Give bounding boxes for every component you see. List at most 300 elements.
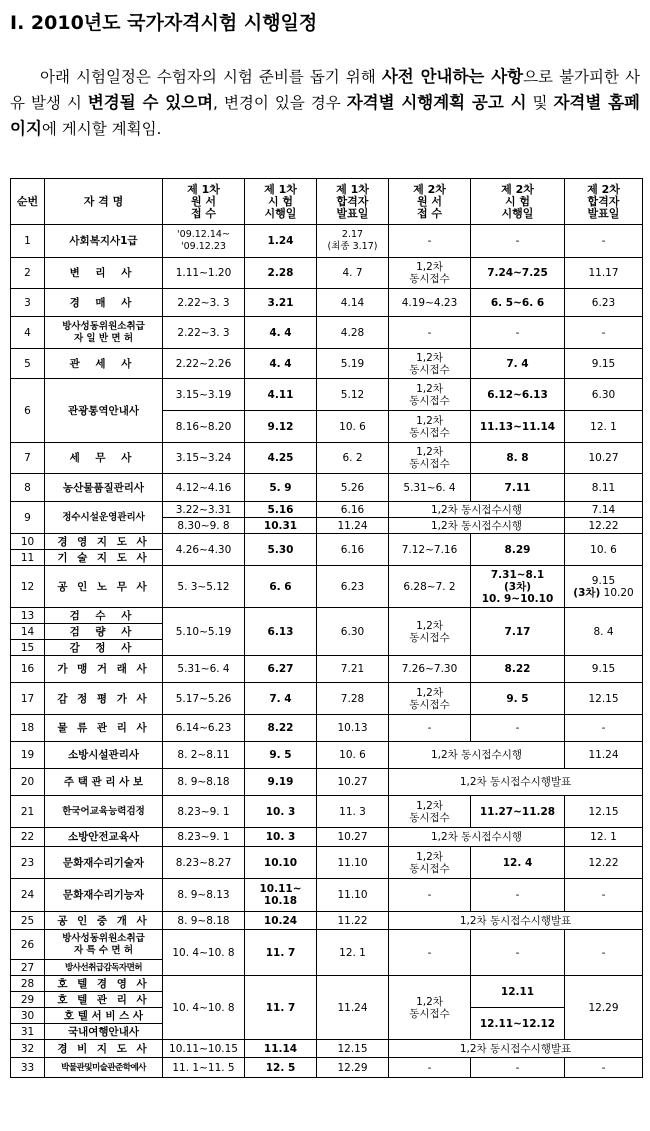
table-cell: 10. 6 (317, 742, 389, 769)
table-cell: 5.17~5.26 (163, 683, 245, 715)
table-row (11, 1058, 643, 1078)
table-cell: 11.24 (565, 742, 643, 769)
table-cell: 8. 9~8.13 (163, 879, 245, 912)
table-cell: - (389, 879, 471, 912)
table-cell: 6.16 (317, 502, 389, 518)
table-cell: 8.22 (471, 656, 565, 683)
table-cell: 10. 4~10. 8 (163, 976, 245, 1040)
table-cell: 7.31~8.1 (490, 568, 545, 581)
table-cell: 동시접수 (409, 698, 450, 711)
table-cell: 8.29 (471, 534, 565, 566)
table-cell: 7. 4 (245, 683, 317, 715)
table-cell: 동시접수 (409, 811, 450, 824)
table-cell: 동시접수 (409, 273, 450, 285)
table-cell: 1,2차 동시접수시행 (389, 828, 565, 847)
table-cell: - (389, 1058, 471, 1078)
table-cell: 9. 5 (471, 683, 565, 715)
table-cell: 제 1차 (187, 182, 220, 196)
table-cell: 1,2차 (416, 382, 443, 395)
table-cell: 14 (11, 624, 45, 640)
table-cell: 10. 3 (245, 828, 317, 847)
table-cell: 2.28 (245, 258, 317, 289)
intro-bold-4: 자격별 홈페이지 (10, 93, 640, 138)
table-cell: 12.29 (565, 976, 643, 1040)
header-1st-apply (163, 179, 245, 225)
table-cell: 6 (11, 379, 45, 443)
table-cell: 21 (11, 796, 45, 828)
table-cell: 8.23~9. 1 (163, 828, 245, 847)
table-cell: 주 택 관 리 사 보 (45, 769, 163, 796)
table-cell: 박물관및미술관준학예사 (45, 1058, 163, 1078)
table-cell: 기 술 지 도 사 (45, 550, 163, 566)
table-cell: 감 정 평 가 사 (45, 683, 163, 715)
table-cell: 12.11 (471, 976, 565, 1008)
table-row (11, 930, 643, 960)
table-cell: 20 (11, 769, 45, 796)
table-cell: 1,2차 동시접수시행발표 (389, 769, 643, 796)
table-cell: 12.15 (317, 1040, 389, 1058)
table-cell: 원 서 (416, 194, 443, 208)
table-row (11, 502, 643, 518)
table-cell: - (389, 715, 471, 742)
table-cell: 제 2차 (413, 182, 446, 196)
table-cell: 9.15 (565, 349, 643, 379)
table-cell (389, 349, 471, 379)
table-cell: 발표일 (336, 206, 369, 220)
table-cell: (최종 3.17) (327, 241, 378, 252)
table-cell (389, 258, 471, 289)
table-cell (389, 976, 471, 1040)
table-cell: 10.31 (245, 518, 317, 534)
table-cell: 26 (11, 930, 45, 960)
table-cell: 9.19 (245, 769, 317, 796)
table-cell: 1,2차 동시접수시행 (389, 518, 565, 534)
intro-text-2: 으로 불가피한 사유 발생 시 (10, 68, 640, 112)
table-cell: 3.21 (245, 289, 317, 317)
table-cell: 10.11~ (259, 883, 302, 895)
table-row (11, 258, 643, 289)
intro-paragraph (10, 64, 640, 142)
table-cell: 8.23~8.27 (163, 847, 245, 879)
table-cell: '09.12.14~ (177, 229, 230, 240)
table-cell: 변 리 사 (45, 258, 163, 289)
table-cell (45, 930, 163, 960)
table-cell: 11. 7 (245, 976, 317, 1040)
table-cell: 6. 6 (245, 566, 317, 608)
intro-text-5: 에 게시할 계획임. (41, 120, 162, 138)
table-cell: 19 (11, 742, 45, 769)
table-cell: 검 수 사 (45, 608, 163, 624)
header-1st-exam (245, 179, 317, 225)
table-cell: 6. 2 (317, 443, 389, 474)
table-cell: 감 정 사 (45, 640, 163, 656)
table-cell: 5.10~5.19 (163, 608, 245, 656)
table-cell: 3.22~3.31 (163, 502, 245, 518)
table-cell: 5.19 (317, 349, 389, 379)
table-cell: 2.22~2.26 (163, 349, 245, 379)
table-cell: 5. 3~5.12 (163, 566, 245, 608)
table-cell: 소방안전교육사 (45, 828, 163, 847)
table-cell: 4 (11, 317, 45, 349)
intro-text-1: 아래 시험일정은 수험자의 시험 준비를 돕기 위해 (40, 68, 376, 86)
table-cell: - (565, 930, 643, 976)
table-cell: 시행일 (501, 206, 534, 220)
table-cell: 32 (11, 1040, 45, 1058)
table-cell: 9.15 (591, 574, 616, 587)
table-cell: - (565, 879, 643, 912)
table-cell (389, 379, 471, 411)
table-cell: 11.10 (317, 847, 389, 879)
table-cell: 호 텔 서 비 스 사 (45, 1008, 163, 1024)
table-row (11, 656, 643, 683)
table-cell: 31 (11, 1024, 45, 1040)
table-cell: 11. 3 (317, 796, 389, 828)
table-row (11, 742, 643, 769)
table-cell: 10.11~10.15 (163, 1040, 245, 1058)
intro-bold-1: 사전 안내하는 사항 (381, 67, 524, 86)
table-cell: 동시접수 (409, 631, 450, 644)
table-cell: 7.26~7.30 (389, 656, 471, 683)
table-cell: 4. 4 (245, 349, 317, 379)
table-cell: 3.15~3.19 (163, 379, 245, 411)
table-cell: 제 2차 (501, 182, 534, 196)
table-cell: 3 (11, 289, 45, 317)
table-cell: 8. 4 (565, 608, 643, 656)
table-cell: 7.24~7.25 (471, 258, 565, 289)
table-cell: - (471, 317, 565, 349)
table-cell: 검 량 사 (45, 624, 163, 640)
table-cell: 4. 4 (245, 317, 317, 349)
table-cell: 10.24 (245, 912, 317, 930)
header-2nd-result (565, 179, 643, 225)
table-cell: 1,2차 동시접수시행발표 (389, 912, 643, 930)
table-cell: 정수시설운영관리사 (45, 502, 163, 534)
table-cell: 12. 1 (317, 930, 389, 976)
table-cell: 10.13 (317, 715, 389, 742)
table-cell: 방사성동위원소취급 (62, 932, 145, 944)
table-cell: 9 (11, 502, 45, 534)
table-cell: 7.28 (317, 683, 389, 715)
table-cell: 물 류 관 리 사 (45, 715, 163, 742)
table-cell: 30 (11, 1008, 45, 1024)
table-cell: 11. 7 (245, 930, 317, 976)
table-cell (389, 683, 471, 715)
table-cell: 동시접수 (409, 1007, 450, 1020)
table-row (11, 608, 643, 624)
table-cell: 27 (11, 960, 45, 976)
table-cell: - (565, 317, 643, 349)
table-cell: 12. 1 (565, 828, 643, 847)
exam-schedule-table (10, 178, 643, 1078)
table-row (11, 847, 643, 879)
table-cell: 1,2차 (416, 686, 443, 699)
table-cell: 8.11 (565, 474, 643, 502)
table-cell: 22 (11, 828, 45, 847)
table-cell: 6. 5~6. 6 (471, 289, 565, 317)
table-cell: - (389, 317, 471, 349)
table-cell (389, 443, 471, 474)
table-cell: 동시접수 (409, 426, 450, 439)
table-row (11, 474, 643, 502)
table-cell: 5.26 (317, 474, 389, 502)
table-cell: 7 (11, 443, 45, 474)
table-cell: 호 텔 경 영 사 (45, 976, 163, 992)
table-row (11, 317, 643, 349)
table-cell: 5.16 (245, 502, 317, 518)
table-cell: 국내여행안내사 (45, 1024, 163, 1040)
table-cell: (3차) (573, 586, 601, 599)
intro-bold-2: 변경될 수 있으며 (87, 93, 214, 112)
table-cell: - (471, 879, 565, 912)
page-title: Ⅰ. 2010년도 국가자격시험 시행일정 (10, 12, 318, 34)
table-cell: 문화재수리기능자 (45, 879, 163, 912)
table-cell: - (471, 225, 565, 258)
table-cell: 6.30 (317, 608, 389, 656)
table-cell: 1,2차 동시접수시행 (389, 742, 565, 769)
table-cell: 경 영 지 도 사 (45, 534, 163, 550)
table-cell (45, 317, 163, 349)
table-cell: 1,2차 (416, 799, 443, 812)
table-cell: 가 맹 거 래 사 (45, 656, 163, 683)
table-row (11, 879, 643, 912)
table-row (11, 912, 643, 930)
table-cell: 4.25 (245, 443, 317, 474)
intro-text-3: , 변경이 있을 경우 (213, 94, 341, 112)
table-cell: 16 (11, 656, 45, 683)
table-cell: 8.22 (245, 715, 317, 742)
table-cell: 6.23 (317, 566, 389, 608)
table-cell: 8.30~9. 8 (163, 518, 245, 534)
table-cell: 11.10 (317, 879, 389, 912)
table-cell: - (389, 225, 471, 258)
table-cell: 5.30 (245, 534, 317, 566)
table-cell: 2 (11, 258, 45, 289)
table-cell: 11.27~11.28 (471, 796, 565, 828)
table-cell: 11.22 (317, 912, 389, 930)
table-cell: 10 (11, 534, 45, 550)
table-cell (471, 566, 565, 608)
table-cell: 1,2차 동시접수시행발표 (389, 1040, 643, 1058)
table-cell: 1,2차 (416, 619, 443, 632)
table-row (11, 796, 643, 828)
table-row (11, 769, 643, 796)
table-cell: 4.14 (317, 289, 389, 317)
table-cell: 6.28~7. 2 (389, 566, 471, 608)
table-cell: 12.29 (317, 1058, 389, 1078)
table-cell: 8.16~8.20 (163, 411, 245, 443)
table-cell: 5 (11, 349, 45, 379)
table-cell: 12. 1 (565, 411, 643, 443)
table-cell: 8. 8 (471, 443, 565, 474)
table-cell: 11.24 (317, 976, 389, 1040)
table-row (11, 715, 643, 742)
table-cell: 6.30 (565, 379, 643, 411)
table-cell: 12.22 (565, 518, 643, 534)
table-cell: 문화재수리기술자 (45, 847, 163, 879)
table-cell: 10.10 (245, 847, 317, 879)
table-cell: 25 (11, 912, 45, 930)
table-cell: 10. 6 (565, 534, 643, 566)
table-row (11, 349, 643, 379)
table-cell: 2.17 (341, 229, 364, 240)
table-cell: 합격자 (336, 194, 369, 208)
table-cell: 10.27 (317, 828, 389, 847)
table-cell: 호 텔 관 리 사 (45, 992, 163, 1008)
table-cell: 29 (11, 992, 45, 1008)
table-cell: 10.27 (317, 769, 389, 796)
table-cell: 경 비 지 도 사 (45, 1040, 163, 1058)
table-cell: 7.21 (317, 656, 389, 683)
table-row (11, 976, 643, 992)
table-cell: 11.17 (565, 258, 643, 289)
table-cell: 1.24 (245, 225, 317, 258)
table-cell: 9. 5 (245, 742, 317, 769)
table-cell: 1,2차 (416, 995, 443, 1008)
table-cell: 5.31~6. 4 (163, 656, 245, 683)
table-cell: 11.13~11.14 (471, 411, 565, 443)
table-cell: 6.23 (565, 289, 643, 317)
table-cell (163, 225, 245, 258)
table-cell: 자 일 반 면 허 (73, 332, 134, 344)
table-cell: 10. 3 (245, 796, 317, 828)
table-row (11, 566, 643, 608)
table-cell: 3.15~3.24 (163, 443, 245, 474)
table-cell: 1,2차 (416, 446, 443, 458)
table-cell: 17 (11, 683, 45, 715)
table-cell: 13 (11, 608, 45, 624)
table-cell: 10.27 (565, 443, 643, 474)
table-cell: 12. 4 (471, 847, 565, 879)
table-cell: 12 (11, 566, 45, 608)
table-cell: - (471, 715, 565, 742)
table-cell: 1.11~1.20 (163, 258, 245, 289)
table-cell: 8 (11, 474, 45, 502)
table-cell: 4.26~4.30 (163, 534, 245, 566)
table-row (11, 683, 643, 715)
table-cell: 10.18 (263, 895, 298, 907)
table-cell: 8. 9~8.18 (163, 769, 245, 796)
table-row (11, 289, 643, 317)
table-cell: 10. 9~10.10 (481, 592, 554, 605)
table-cell: 합격자 (587, 194, 620, 208)
table-cell: 4.19~4.23 (389, 289, 471, 317)
table-cell: 12.15 (565, 683, 643, 715)
table-cell: 15 (11, 640, 45, 656)
table-cell: 9.15 (565, 656, 643, 683)
table-cell: 8.23~9. 1 (163, 796, 245, 828)
table-cell: 12.15 (565, 796, 643, 828)
table-cell: 2.22~3. 3 (163, 289, 245, 317)
header-name: 자 격 명 (45, 179, 163, 225)
table-cell: 농산물품질관리사 (45, 474, 163, 502)
table-cell: 1,2차 (416, 414, 443, 427)
table-cell: 관광통역안내사 (45, 379, 163, 443)
table-cell: 6.13 (245, 608, 317, 656)
table-cell: 원 서 (190, 194, 217, 208)
intro-bold-3: 자격별 시행계획 공고 시 (346, 93, 527, 112)
table-row (11, 1040, 643, 1058)
table-cell: (3차) (503, 580, 532, 593)
table-cell: 4.12~4.16 (163, 474, 245, 502)
table-cell: 접 수 (190, 206, 217, 220)
table-cell: 33 (11, 1058, 45, 1078)
table-cell: 동시접수 (409, 862, 450, 875)
table-cell: 발표일 (587, 206, 620, 220)
table-cell: 사회복지사1급 (45, 225, 163, 258)
table-cell: 6.14~6.23 (163, 715, 245, 742)
table-cell: 동시접수 (409, 458, 450, 470)
intro-text-4: 및 (532, 94, 548, 112)
table-row (11, 828, 643, 847)
table-cell: 10. 4~10. 8 (163, 930, 245, 976)
table-row (11, 379, 643, 411)
table-cell: 2.22~3. 3 (163, 317, 245, 349)
table-cell: 24 (11, 879, 45, 912)
table-cell: 6.27 (245, 656, 317, 683)
table-cell: 5.31~6. 4 (389, 474, 471, 502)
table-cell: 7. 4 (471, 349, 565, 379)
table-cell: 1,2차 (416, 351, 443, 364)
table-cell: - (565, 225, 643, 258)
table-cell: 5. 9 (245, 474, 317, 502)
table-cell: - (471, 1058, 565, 1078)
table-cell: 한국어교육능력검정 (45, 796, 163, 828)
table-cell: 10. 6 (317, 411, 389, 443)
table-cell: 동시접수 (409, 394, 450, 407)
table-cell: 11.14 (245, 1040, 317, 1058)
table-cell: 7.14 (565, 502, 643, 518)
table-cell: 4. 7 (317, 258, 389, 289)
table-cell: 12.11~12.12 (471, 1008, 565, 1040)
table-row (11, 443, 643, 474)
header-1st-result (317, 179, 389, 225)
table-cell: 5.12 (317, 379, 389, 411)
table-cell: 23 (11, 847, 45, 879)
table-cell: - (389, 930, 471, 976)
table-cell: 방사선취급감독자면허 (45, 960, 163, 976)
table-cell: 7.12~7.16 (389, 534, 471, 566)
table-cell: 시 험 (504, 194, 531, 208)
table-cell: 12.22 (565, 847, 643, 879)
table-cell (389, 411, 471, 443)
table-cell: 12. 5 (245, 1058, 317, 1078)
table-cell: 세 무 사 (45, 443, 163, 474)
table-cell: - (565, 715, 643, 742)
table-cell: 시 험 (267, 194, 294, 208)
table-cell: 10.20 (603, 586, 634, 599)
table-cell: 1,2차 (416, 261, 443, 273)
table-cell: 제 1차 (264, 182, 297, 196)
table-cell (389, 847, 471, 879)
table-cell: 제 1차 (336, 182, 369, 196)
table-cell: 제 2차 (587, 182, 620, 196)
table-cell (389, 796, 471, 828)
table-cell: 7.17 (471, 608, 565, 656)
table-cell: 6.12~6.13 (471, 379, 565, 411)
table-cell: 관 세 사 (45, 349, 163, 379)
table-cell: 28 (11, 976, 45, 992)
table-cell: 11. 1~11. 5 (163, 1058, 245, 1078)
table-cell: 자 특 수 면 허 (73, 944, 134, 956)
header-row (11, 179, 643, 225)
table-cell (389, 608, 471, 656)
table-cell: 6.16 (317, 534, 389, 566)
table-cell (317, 225, 389, 258)
table-cell: 4.28 (317, 317, 389, 349)
table-cell: 9.12 (245, 411, 317, 443)
table-row (11, 534, 643, 550)
table-cell: 8. 2~8.11 (163, 742, 245, 769)
